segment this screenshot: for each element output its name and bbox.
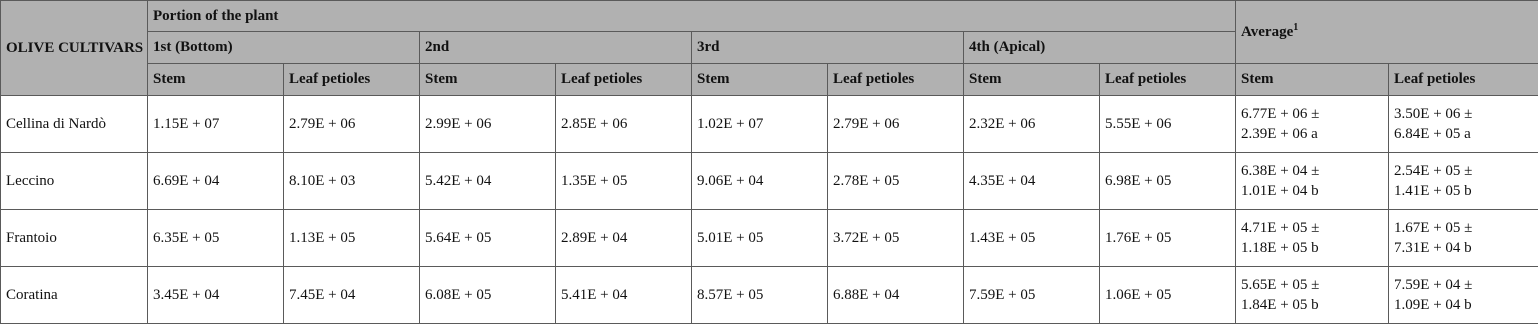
value-cell: 2.79E + 06: [828, 96, 964, 153]
average-stem-cell: [1236, 96, 1389, 153]
portion-1-header: 1st (Bottom): [148, 32, 420, 64]
sub-header: Stem: [420, 64, 556, 96]
header-row-3: [1, 64, 1538, 96]
average-error: 1.01E + 04 b: [1241, 183, 1319, 199]
value-cell: 3.72E + 05: [828, 210, 964, 267]
sub-header: Leaf petioles: [828, 64, 964, 96]
sub-header: Leaf petioles: [284, 64, 420, 96]
average-error: 7.31E + 04 b: [1394, 240, 1472, 256]
sub-header: Stem: [692, 64, 828, 96]
cultivar-cell: Leccino: [1, 153, 148, 210]
average-value: 1.67E + 05 ±: [1394, 220, 1473, 236]
value-cell: 5.55E + 06: [1100, 96, 1236, 153]
value-cell: 9.06E + 04: [692, 153, 828, 210]
value-cell: 2.78E + 05: [828, 153, 964, 210]
average-value: 5.65E + 05 ±: [1241, 277, 1320, 293]
sub-header: Leaf petioles: [556, 64, 692, 96]
value-cell: 1.13E + 05: [284, 210, 420, 267]
sub-header: Stem: [1236, 64, 1389, 96]
portion-3-header: 3rd: [692, 32, 964, 64]
average-value: 4.71E + 05 ±: [1241, 220, 1320, 236]
average-label: Average: [1241, 23, 1294, 40]
average-error: 1.18E + 05 b: [1241, 240, 1319, 256]
portion-header: Portion of the plant: [148, 1, 1236, 32]
value-cell: 4.35E + 04: [964, 153, 1100, 210]
table-row: [1, 153, 1538, 210]
value-cell: 6.69E + 04: [148, 153, 284, 210]
value-cell: 2.32E + 06: [964, 96, 1100, 153]
cultivars-header: OLIVE CULTIVARS: [1, 1, 148, 96]
value-cell: 1.35E + 05: [556, 153, 692, 210]
value-cell: 6.08E + 05: [420, 267, 556, 324]
value-cell: 2.85E + 06: [556, 96, 692, 153]
portion-2-header: 2nd: [420, 32, 692, 64]
average-stem-cell: [1236, 267, 1389, 324]
value-cell: 5.41E + 04: [556, 267, 692, 324]
average-header: [1236, 1, 1538, 64]
average-leaf-cell: [1389, 210, 1538, 267]
average-error: 6.84E + 05 a: [1394, 126, 1471, 142]
sub-header: Leaf petioles: [1100, 64, 1236, 96]
average-error: 1.09E + 04 b: [1394, 297, 1472, 313]
value-cell: 1.15E + 07: [148, 96, 284, 153]
table-row: [1, 210, 1538, 267]
cultivar-cell: Frantoio: [1, 210, 148, 267]
value-cell: 6.98E + 05: [1100, 153, 1236, 210]
value-cell: 5.64E + 05: [420, 210, 556, 267]
value-cell: 1.02E + 07: [692, 96, 828, 153]
average-stem-cell: [1236, 210, 1389, 267]
average-value: 7.59E + 04 ±: [1394, 277, 1473, 293]
value-cell: 2.89E + 04: [556, 210, 692, 267]
value-cell: 2.79E + 06: [284, 96, 420, 153]
cultivar-cell: Coratina: [1, 267, 148, 324]
sub-header: Leaf petioles: [1389, 64, 1538, 96]
value-cell: 5.42E + 04: [420, 153, 556, 210]
average-leaf-cell: [1389, 267, 1538, 324]
header-row-1: [1, 1, 1538, 32]
value-cell: 8.10E + 03: [284, 153, 420, 210]
value-cell: 3.45E + 04: [148, 267, 284, 324]
average-value: 6.38E + 04 ±: [1241, 163, 1320, 179]
average-value: 2.54E + 05 ±: [1394, 163, 1473, 179]
sub-header: Stem: [964, 64, 1100, 96]
value-cell: 1.43E + 05: [964, 210, 1100, 267]
average-error: 1.84E + 05 b: [1241, 297, 1319, 313]
value-cell: 1.06E + 05: [1100, 267, 1236, 324]
average-value: 3.50E + 06 ±: [1394, 106, 1473, 122]
average-leaf-cell: [1389, 153, 1538, 210]
value-cell: 8.57E + 05: [692, 267, 828, 324]
value-cell: 6.88E + 04: [828, 267, 964, 324]
table-row: [1, 267, 1538, 324]
table-row: [1, 96, 1538, 153]
value-cell: 2.99E + 06: [420, 96, 556, 153]
value-cell: 1.76E + 05: [1100, 210, 1236, 267]
average-footnote-mark: 1: [1293, 21, 1299, 33]
value-cell: 7.45E + 04: [284, 267, 420, 324]
average-error: 2.39E + 06 a: [1241, 126, 1318, 142]
average-stem-cell: [1236, 153, 1389, 210]
average-value: 6.77E + 06 ±: [1241, 106, 1320, 122]
value-cell: 6.35E + 05: [148, 210, 284, 267]
average-leaf-cell: [1389, 96, 1538, 153]
average-error: 1.41E + 05 b: [1394, 183, 1472, 199]
value-cell: 5.01E + 05: [692, 210, 828, 267]
cultivar-cell: Cellina di Nardò: [1, 96, 148, 153]
value-cell: 7.59E + 05: [964, 267, 1100, 324]
portion-4-header: 4th (Apical): [964, 32, 1236, 64]
sub-header: Stem: [148, 64, 284, 96]
